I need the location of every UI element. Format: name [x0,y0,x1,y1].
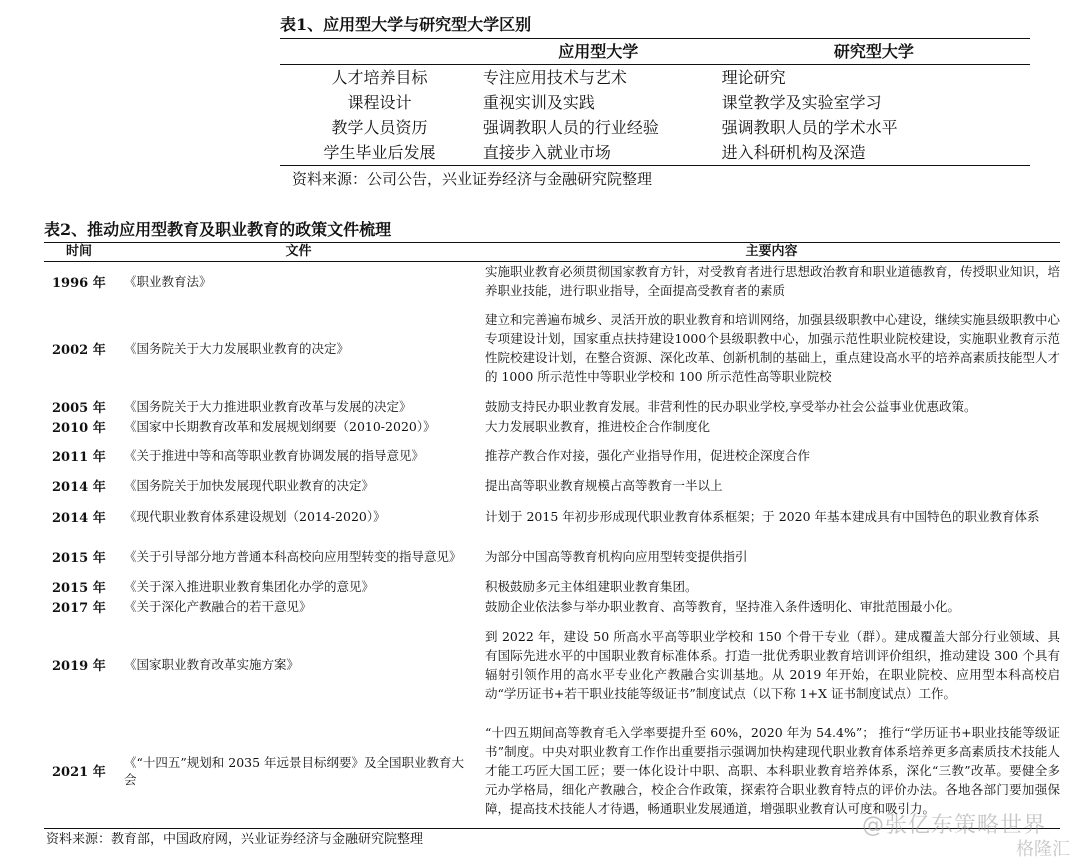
row-label: 学生毕业后发展 [323,143,436,162]
table2-title: 表2、推动应用型教育及职业教育的政策文件梳理 [44,220,392,239]
research-cell: 强调教职人员的学术水平 [721,118,898,137]
table1-header-blank [280,39,479,64]
header-document: 文件 [285,244,312,259]
table1-header-research: 研究型大学 [833,42,914,61]
header-content: 主要内容 [745,244,798,259]
row-document: 《国家职业教育改革实施方案》 [124,657,300,672]
row-document: 《职业教育法》 [124,273,212,289]
row-document: 《国务院关于大力推进职业教育改革与发展的决定》 [124,398,412,414]
watermark-logo: 格隆汇 [1016,839,1070,860]
table2-header [44,243,1060,262]
research-cell: 课堂教学及实验室学习 [721,93,882,112]
table-row [44,616,1060,713]
table-row [280,65,1030,90]
row-year: 2014 年 [52,479,106,495]
table-row [44,536,1060,576]
row-year: 2019 年 [52,659,106,674]
header-time: 时间 [65,244,92,259]
table-row [44,496,1060,536]
watermark-text: @张亿东策略世界 [861,813,1046,838]
row-content: 提出高等职业教育规模占高等教育一半以上 [485,477,723,493]
row-document: 《国家中长期教育改革和发展规划纲要（2010-2020）》 [124,418,436,434]
applied-cell: 直接步入就业市场 [482,143,611,162]
table-row [44,474,1060,496]
table1-source: 资料来源：公司公告，兴业证券经济与金融研究院整理 [292,170,653,188]
row-content: 鼓励支持民办职业教育发展。非营利性的民办职业学校,享受举办社会公益事业优惠政策。 [485,398,977,414]
table2-source: 资料来源：教育部，中国政府网，兴业证券经济与金融研究院整理 [46,832,424,847]
row-document: 《国务院关于加快发展现代职业教育的决定》 [124,477,375,493]
table1-header [280,39,1030,64]
table-row [44,416,1060,436]
row-label: 人才培养目标 [331,68,428,87]
table-row [44,300,1060,396]
table-row [44,396,1060,416]
row-document: 《国务院关于大力发展职业教育的决定》 [124,340,350,356]
applied-cell: 专注应用技术与艺术 [482,68,627,87]
row-year: 2015 年 [52,550,106,566]
applied-cell: 强调教职人员的行业经验 [482,118,659,137]
row-year: 2014 年 [52,510,106,526]
table1 [280,12,1030,192]
row-year: 2002 年 [52,342,106,358]
row-label: 教学人员资历 [331,118,428,137]
row-content: 积极鼓励多元主体组建职业教育集团。 [485,578,698,594]
row-document: 《关于推进中等和高等职业教育协调发展的指导意见》 [124,447,425,463]
row-content: 到 2022 年，建设 50 所高水平高等职业学校和 150 个骨干专业（群）。建成覆盖大部分行业领域、具有国际先进水平的中国职业教育标准体系。打造一批优秀职业教育培训评价组织，推动建设 300 个具有辐射引领作用的高水平专业化产教融合实训基地。从 2019 年开始，在职业院校、应用型本科高校启动“学历证书+若干职业技能等级证书”制度试点（以下称 1+X 证书制度试点）工作。 [485,628,1060,701]
row-year: 2011 年 [52,449,106,465]
row-content: 实施职业教育必须贯彻国家教育方针，对受教育者进行思想政治教育和职业道德教育，传授职业知识，培养职业技能，进行职业指导，全面提高受教育者的素质 [485,264,1061,298]
row-year: 1996 年 [52,275,106,291]
row-content: 为部分中国高等教育机构向应用型转变提供指引 [485,548,748,564]
table1-header-applied: 应用型大学 [558,42,639,61]
table-row [44,596,1060,616]
table-row [280,140,1030,165]
row-content: 建立和完善遍布城乡、灵活开放的职业教育和培训网络，加强县级职教中心建设，继续实施县级职教中心专项建设计划，国家重点扶持建设1000个县级职教中心，加强示范性职业院校建设，实施职业教育示范性院校建设计划，在整合资源、深化改革、创新机制的基础上，重点建设高水平的培养高素质技能型人才的 1000 所示范性中等职业学校和 100 所示范性高等职业院校 [485,312,1061,384]
row-document: 《关于深化产教融合的若干意见》 [124,598,312,614]
row-document: 《“十四五”规划和 2035 年远景目标纲要》及全国职业教育大会 [124,754,465,787]
table2 [44,218,1060,851]
row-content: 计划于 2015 年初步形成现代职业教育体系框架；于 2020 年基本建成具有中国特色的职业教育体系 [485,508,1040,524]
table1-title: 表1、应用型大学与研究型大学区别 [280,15,532,34]
row-label: 课程设计 [347,93,412,112]
row-document: 《关于引导部分地方普通本科高校向应用型转变的指导意见》 [124,548,462,564]
table-row [44,436,1060,474]
row-content: 大力发展职业教育，推进校企合作制度化 [485,418,711,434]
row-year: 2021 年 [52,765,106,780]
table-row [280,115,1030,140]
row-year: 2017 年 [52,600,106,616]
table-row [44,576,1060,596]
research-cell: 理论研究 [721,68,786,87]
row-document: 《关于深入推进职业教育集团化办学的意见》 [124,578,375,594]
row-year: 2005 年 [52,400,106,416]
row-year: 2015 年 [52,580,106,596]
research-cell: 进入科研机构及深造 [721,143,866,162]
table-row [280,90,1030,115]
row-content: 推荐产教合作对接，强化产业指导作用，促进校企深度合作 [485,447,811,463]
row-content: “十四五期间高等教育毛入学率要提升至 60%，2020 年为 54.4%”； 推行“学历证书+职业技能等级证书”制度。中央对职业教育工作作出重要指示强调加快构建现代职业教育体系培养更多高素质技术技能人才能工巧匠大国工匠；要一体化设计中职、高职、本科职业教育培养体系，深化“三教”改革。要健全多元办学格局，细化产教融合，校企合作政策，探索符合职业教育特点的评价办法。各地各部门要加强保障，提高技术技能人才待遇，畅通职业发展通道，增强职业教育认可度和吸引力。 [485,725,1060,816]
row-document: 《现代职业教育体系建设规划（2014-2020）》 [124,508,386,524]
applied-cell: 重视实训及实践 [482,93,595,112]
table-row [44,262,1060,300]
row-content: 鼓励企业依法参与举办职业教育、高等教育，坚持准入条件透明化、审批范围最小化。 [485,598,961,614]
row-year: 2010 年 [52,420,106,436]
